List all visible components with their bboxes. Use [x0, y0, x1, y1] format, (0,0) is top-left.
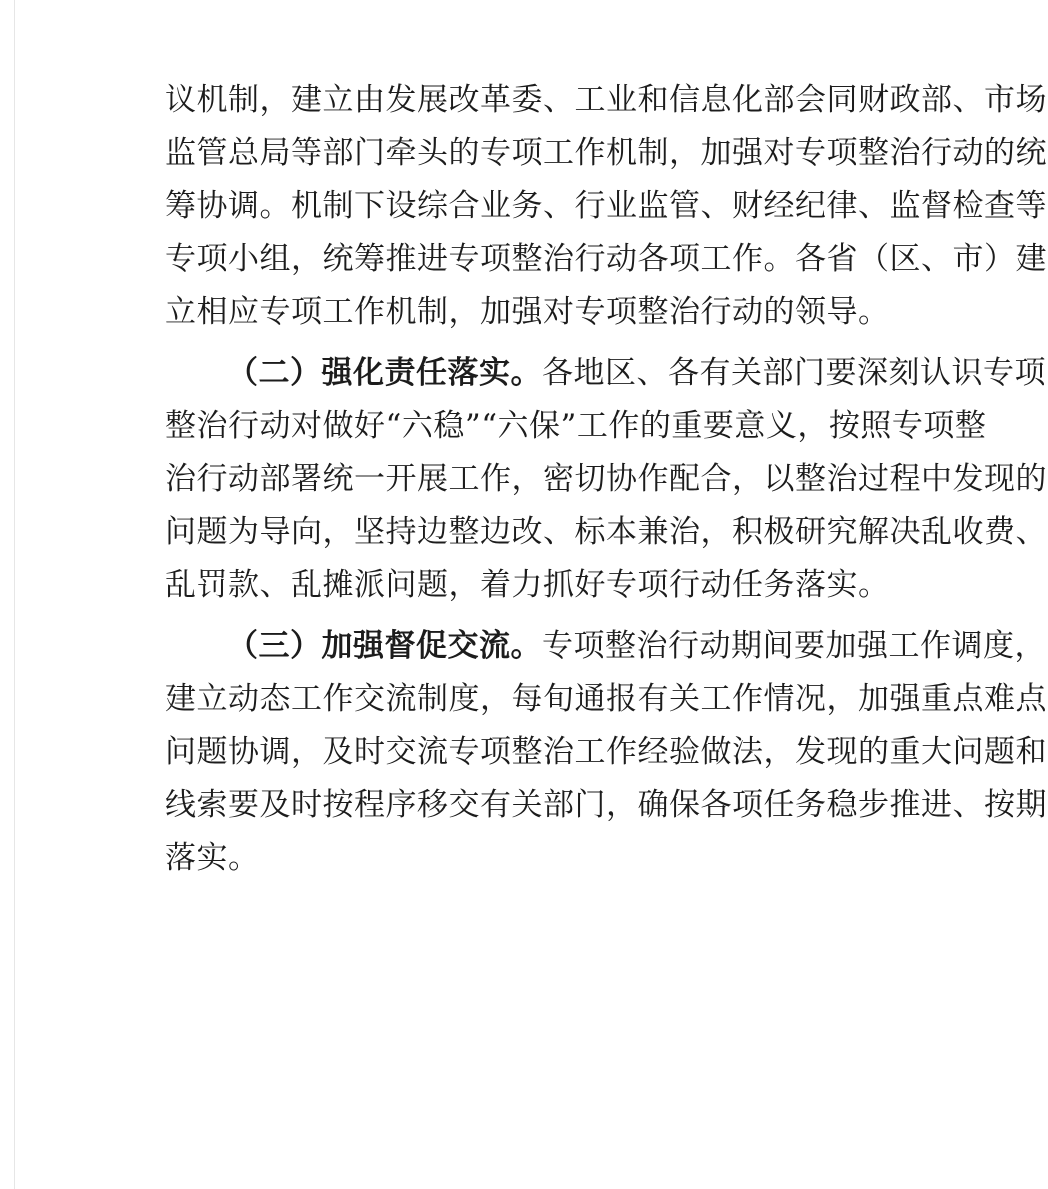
paragraph-1-line-4: 专项小组，统筹推进专项整治行动各项工作。各省（区、市）建: [165, 241, 1047, 277]
paragraph-1-line-1: 议机制，建立由发展改革委、工业和信息化部会同财政部、市场: [165, 82, 1047, 118]
page-edge-divider: [14, 0, 15, 1189]
section-3-line-2: 建立动态工作交流制度，每旬通报有关工作情况，加强重点难点: [165, 681, 1047, 717]
section-3-line-4: 线索要及时按程序移交有关部门，确保各项任务稳步推进、按期: [165, 787, 1047, 823]
section-2-first-line-text: 各地区、各有关部门要深刻认识专项: [542, 355, 1046, 391]
section-2-line-5: 乱罚款、乱摊派问题，着力抓好专项行动任务落实。: [165, 567, 890, 603]
section-3-heading: （三）加强督促交流。: [227, 628, 542, 664]
section-2-line-4: 问题为导向，坚持边整边改、标本兼治，积极研究解决乱收费、: [165, 514, 1047, 550]
section-3-line-1: [165, 620, 1046, 673]
section-3-line-5: 落实。: [165, 840, 260, 876]
section-2-line-3: 治行动部署统一开展工作，密切协作配合，以整治过程中发现的: [165, 461, 1047, 497]
section-2-line-1: [165, 347, 1046, 400]
paragraph-1-line-2: 监管总局等部门牵头的专项工作机制，加强对专项整治行动的统: [165, 135, 1047, 171]
section-3-line-3: 问题协调，及时交流专项整治工作经验做法，发现的重大问题和: [165, 734, 1047, 770]
paragraph-1-line-3: 筹协调。机制下设综合业务、行业监管、财经纪律、监督检查等: [165, 188, 1047, 224]
section-2-line-2: 整治行动对做好“六稳”“六保”工作的重要意义，按照专项整: [165, 408, 987, 444]
section-2-heading: （二）强化责任落实。: [227, 355, 542, 391]
section-3-first-line-text: 专项整治行动期间要加强工作调度，: [542, 628, 1046, 664]
document-body: [165, 74, 1047, 885]
paragraph-1-line-5: 立相应专项工作机制，加强对专项整治行动的领导。: [165, 294, 890, 330]
